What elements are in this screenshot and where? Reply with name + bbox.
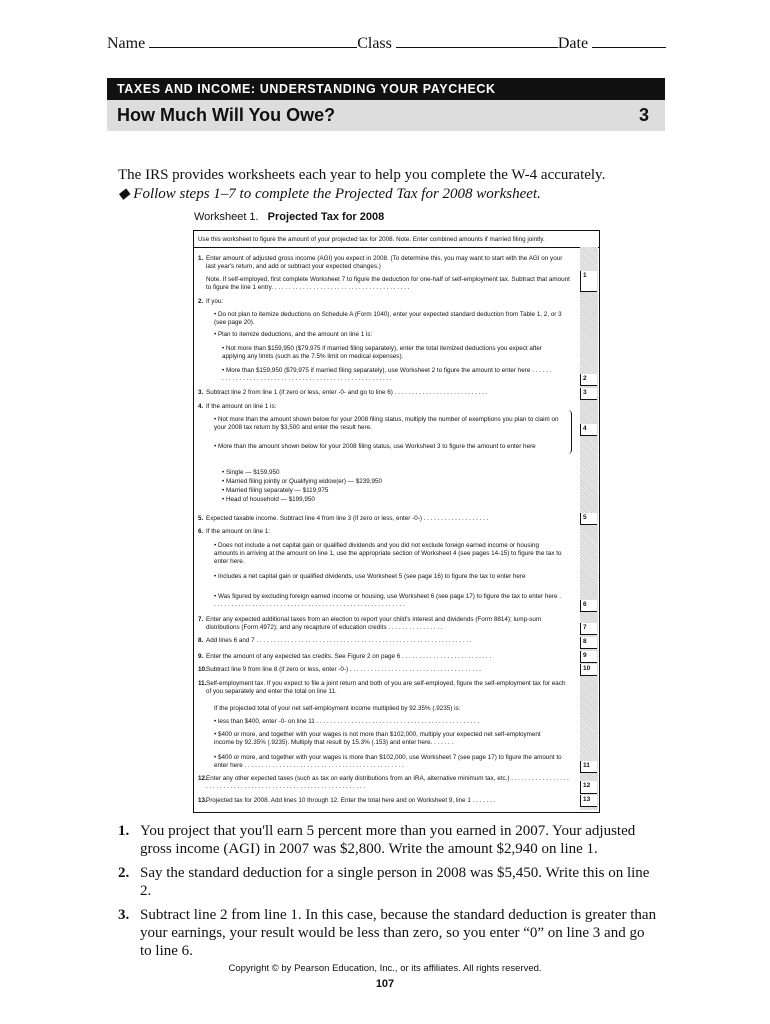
line-number-label: 4. (198, 403, 204, 410)
line-text: Enter amount of adjusted gross income (AGI) you expect in 2008. (To determine this, you may want to start with the AGI on your last year's return, and add or subtract your expected changes.) (206, 255, 563, 271)
page-number: 107 (375, 978, 395, 990)
worksheet-line (198, 367, 554, 383)
worksheet-line (198, 666, 570, 674)
line-text: Add lines 6 and 7 . . . . . . . . . . . . . . . . . . . . . . . . . . . . . . . . . . . . . . . . . . . . . . . . . . . . . . . . . . . . . . (206, 637, 472, 644)
worksheet-line (198, 542, 562, 567)
worksheet-line (198, 389, 570, 397)
worksheet-line (198, 345, 554, 361)
worksheet-line (198, 515, 570, 523)
date-field[interactable] (592, 33, 666, 48)
intro-text: The IRS provides worksheets each year to help you complete the W-4 accurately. (118, 167, 606, 183)
answer-box-line-3[interactable]: 3 (580, 388, 597, 400)
line-text: • Single — $159,950 (222, 469, 280, 476)
worksheet-note: Use this worksheet to figure the amount of your projected tax for 2008. Note. Enter combined amounts if married filing jointly. (198, 236, 545, 243)
worksheet-line (198, 616, 570, 632)
worksheet-line (198, 705, 562, 713)
line-number-label: 8. (198, 637, 204, 644)
page-title: How Much Will You Owe? (117, 105, 336, 125)
line-text: • Not more than the amount shown below for your 2008 filing status, multiply the number of exemptions you plan to claim on your 2008 tax return by $3,500 and enter the result here. (214, 416, 559, 432)
name-field[interactable] (149, 33, 357, 48)
worksheet-line (198, 331, 562, 339)
question-number: 1. (118, 823, 130, 839)
line-number-label: 1. (198, 255, 204, 262)
line-text: Expected taxable income. Subtract line 4 from line 3 (if zero or less, enter -0-) . . . . . . . . . . . . . . . . . . . (206, 515, 489, 522)
class-field[interactable] (396, 33, 558, 48)
line-text: Projected tax for 2008. Add lines 10 through 12. Enter the total here and on Worksheet 9, line 1 . . . . . . . (206, 797, 496, 804)
line-number-label: 11. (198, 680, 207, 687)
answer-box-line-5[interactable]: 5 (580, 513, 597, 525)
bracket (566, 410, 572, 454)
line-number-label: 7. (198, 616, 204, 623)
line-text: • Married filing jointly or Qualifying widow(er) — $239,950 (222, 478, 383, 485)
line-text: • Head of household — $199,950 (222, 496, 315, 503)
line-number-label: 10. (198, 666, 207, 673)
instruction-text: ◆ Follow steps 1–7 to complete the Projected Tax for 2008 worksheet. (118, 186, 541, 202)
worksheet-heading (194, 211, 384, 223)
line-text: If the amount on line 1: (206, 528, 271, 535)
question-1 (118, 822, 658, 858)
line-text: • Was figured by excluding foreign earned income or housing, use Worksheet 6 (see page 17) to figure the tax to enter here . . . . . . . . . . . . . . . . . . . . . . . . . . . . . . . . . . . . . . . . . . . . . . . . . . . . . . . . (214, 593, 561, 609)
worksheet-label: Worksheet 1. (194, 211, 259, 223)
worksheet-line (198, 496, 554, 504)
answer-box-line-9[interactable]: 9 (580, 651, 597, 663)
worksheet-line (198, 403, 570, 411)
copyright: Copyright © by Pearson Education, Inc., or its affiliates. All rights reserved. (228, 963, 542, 974)
worksheet-title: Projected Tax for 2008 (267, 211, 385, 223)
worksheet-line (198, 775, 570, 791)
question-3 (118, 906, 658, 960)
answer-box-line-11[interactable]: 11 (580, 761, 597, 773)
section-title: TAXES AND INCOME: UNDERSTANDING YOUR PAYCHECK (107, 78, 665, 100)
line-text: If the projected total of your net self-employment income multiplied by 92.35% (.9235) is: (214, 705, 461, 712)
question-text: You project that you'll earn 5 percent more than you earned in 2007. Your adjusted gross income (AGI) in 2007 was $2,800. Write the amount $2,940 on line 1. (140, 823, 636, 857)
line-text: • Do not plan to itemize deductions on Schedule A (Form 1040), enter your expected standard deduction from Table 1, 2, or 3 (see page 20). (214, 311, 562, 327)
worksheet-line (198, 653, 570, 661)
line-number-label: 9. (198, 653, 204, 660)
line-text: If you: (206, 298, 224, 305)
line-text: Enter the amount of any expected tax credits. See Figure 2 on page 6 . . . . . . . . . . . . . . . . . . . . . . . . . . (206, 653, 492, 660)
answer-box-line-13[interactable]: 13 (580, 795, 597, 807)
worksheet-line (198, 797, 570, 805)
worksheet-line (198, 478, 554, 486)
lesson-header (107, 100, 665, 131)
line-number-label: 13. (198, 797, 207, 804)
worksheet-line (198, 637, 570, 645)
line-text: • More than the amount shown below for your 2008 filing status, use Worksheet 3 to figure the amount to enter here (214, 443, 536, 450)
worksheet-line (198, 416, 562, 432)
question-number: 2. (118, 865, 130, 881)
line-text: • Not more than $159,950 ($79,975 if married filing separately), enter the total itemized deductions you expect after applying any limits (such as the 7.5% limit on medical expenses). (222, 345, 543, 361)
worksheet-line (198, 593, 562, 609)
intro (118, 166, 658, 204)
answer-box-line-6[interactable]: 6 (580, 600, 597, 612)
answer-box-line-1[interactable]: 1 (580, 271, 597, 292)
line-text: • More than $159,950 ($79,975 if married filing separately), use Worksheet 2 to figure the amount to enter here . . . . . . . . . . . . . . . . . . . . . . . . . . . . . . . . . . . . . . . . . . . . . . . . . . . . . . . (222, 367, 552, 383)
worksheet-line (198, 731, 562, 747)
shaded-column (580, 247, 598, 810)
answer-box-line-12[interactable]: 12 (580, 781, 597, 794)
answer-box-line-7[interactable]: 7 (580, 623, 597, 635)
worksheet-line (198, 754, 562, 770)
line-text: • Includes a net capital gain or qualified dividends, use Worksheet 5 (see page 16) to figure the tax to enter here (214, 573, 526, 580)
line-text: Subtract line 9 from line 8 (if zero or less, enter -0-) . . . . . . . . . . . . . . . . . . . . . . . . . . . . . . . . . . . . . . (206, 666, 482, 673)
name-class-date-line (107, 33, 667, 53)
line-number-label: 3. (198, 389, 204, 396)
worksheet-line (198, 469, 554, 477)
line-text: Enter any expected additional taxes from an election to report your child's interest and dividends (Form 8814); lump-sum distributions (Form 4972); and any recapture of education credits . . . . . . . . . . . . . . . . (206, 616, 542, 632)
line-number-label: 2. (198, 298, 204, 305)
worksheet-line (198, 311, 562, 327)
question-text: Say the standard deduction for a single person in 2008 was $5,450. Write this on line 2. (140, 865, 650, 899)
class-label: Class (357, 35, 392, 52)
worksheet-line (198, 487, 554, 495)
chapter-banner (107, 78, 665, 131)
worksheet-line (198, 443, 562, 451)
line-text: • $400 or more, and together with your wages is not more than $102,000, multiply your expected net self-employment income by 92.35% (.9235). Multiply that result by 15.3% (.153) and enter here. . . . . . . (214, 731, 541, 747)
line-text: Enter any other expected taxes (such as tax on early distributions from an IRA, alternative minimum tax, etc.) . . . . . . . . . . . . . . . . . . . . . . . . . . . . . . . . . . . . . . . . . . . . . . . . . . . . . . . . . . . . . . . (206, 775, 569, 791)
line-text: Self-employment tax. If you expect to file a joint return and both of you are self-employed, figure the self-employment tax for each of you separately and enter the total on line 11. (206, 680, 566, 696)
answer-box-line-2[interactable]: 2 (580, 374, 597, 386)
line-text: • Plan to itemize deductions, and the amount on line 1 is: (214, 331, 373, 338)
name-label: Name (107, 35, 146, 52)
answer-box-line-10[interactable]: 10 (580, 664, 597, 676)
line-text: If the amount on line 1 is: (206, 403, 277, 410)
line-text: Note. If self-employed, first complete Worksheet 7 to figure the deduction for one-half of self-employment tax. Subtract that amount to figure the line 1 entry. . . . . . . . . . . . . . . . . . . . . . . . . . . . . . . . . . . . . . . . (206, 276, 570, 292)
line-text: • Married filing separately — $119,975 (222, 487, 329, 494)
answer-box-line-8[interactable]: 8 (580, 637, 597, 649)
question-2 (118, 864, 658, 900)
worksheet-line (198, 680, 570, 696)
worksheet-line (198, 528, 570, 536)
answer-box-line-4[interactable]: 4 (580, 424, 597, 436)
line-number-label: 6. (198, 528, 204, 535)
divider (194, 247, 599, 248)
line-text: • $400 or more, and together with your wages is more than $102,000, use Worksheet 7 (see page 17) to figure the amount to enter here . . . . . . . . . . . . . . . . . . . . . . . . . . . . . . . . . . . . . . . . . . . . . . (214, 754, 562, 770)
lesson-number: 3 (638, 105, 649, 125)
worksheet-line (198, 298, 570, 306)
date-label: Date (557, 35, 589, 52)
question-text: Subtract line 2 from line 1. In this case, because the standard deduction is greater than your earnings, your result would be less than zero, so you enter “0” on line 3 and go to line 6. (140, 907, 657, 959)
worksheet-line (198, 573, 562, 581)
worksheet-line (198, 255, 570, 271)
line-text: • Does not include a net capital gain or qualified dividends and you did not exclude foreign earned income or housing amounts in arriving at the amount on line 1, use the appropriate section of Worksheet 4 (see pages 14-15) to figure the tax to enter here. (214, 542, 562, 566)
line-number-label: 12. (198, 775, 207, 782)
line-number-label: 5. (198, 515, 204, 522)
worksheet-line (198, 718, 562, 726)
line-text: • less than $400, enter -0- on line 11 . . . . . . . . . . . . . . . . . . . . . . . . . . . . . . . . . . . . . . . . . . . . . . . (214, 718, 480, 725)
question-number: 3. (118, 907, 130, 923)
worksheet-line (198, 276, 570, 292)
line-text: Subtract line 2 from line 1 (if zero or less, enter -0- and go to line 6) . . . . . . . . . . . . . . . . . . . . . . . . . . . (206, 389, 488, 396)
